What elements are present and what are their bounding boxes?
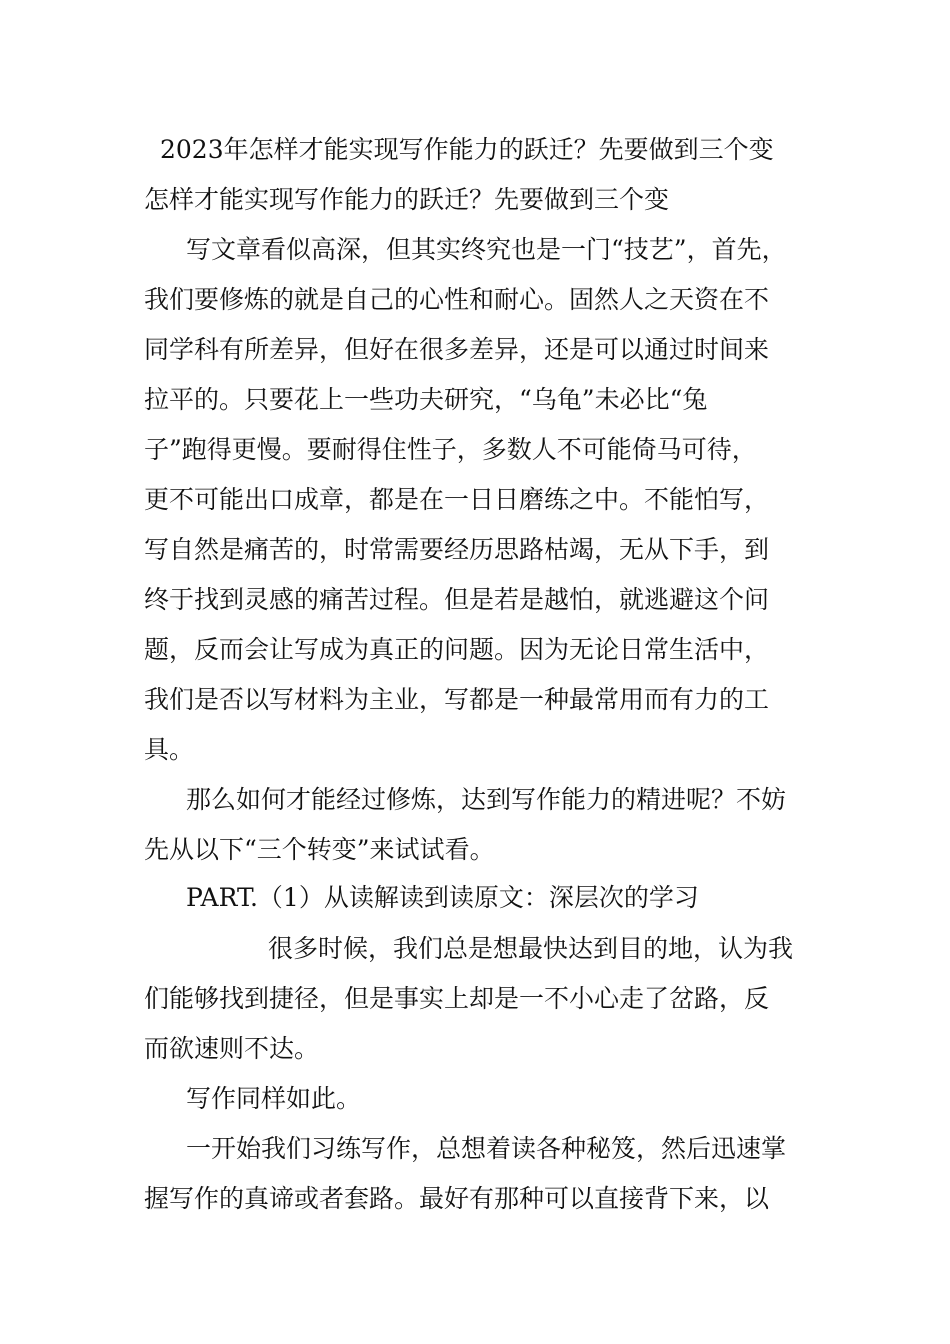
- paragraph-line: 写文章看似高深，但其实终究也是一门“技艺”，首先，: [186, 235, 787, 264]
- paragraph-line: 拉平的。只要花上一些功夫研究，“乌龟”未必比“兔: [144, 385, 708, 414]
- paragraph-line: 子”跑得更慢。要耐得住性子，多数人不可能倚马可待，: [144, 435, 757, 464]
- paragraph-line: 先从以下“三个转变”来试试看。: [144, 835, 495, 864]
- paragraph-line: 同学科有所差异，但好在很多差异，还是可以通过时间来: [144, 335, 770, 364]
- paragraph-line: 写作同样如此。: [186, 1084, 362, 1113]
- paragraph-line: 具。: [144, 735, 195, 764]
- paragraph-line: 很多时候，我们总是想最快达到目的地，认为我: [268, 934, 794, 963]
- paragraph-line: 而欲速则不达。: [144, 1034, 320, 1063]
- paragraph-line: 那么如何才能经过修炼，达到写作能力的精进呢？不妨: [186, 785, 787, 814]
- paragraph-line: 们能够找到捷径，但是事实上却是一不小心走了岔路，反: [144, 984, 770, 1013]
- paragraph-line: 握写作的真谛或者套路。最好有那种可以直接背下来，以: [144, 1184, 770, 1213]
- paragraph-line: 更不可能出口成章，都是在一日日磨练之中。不能怕写，: [144, 485, 770, 514]
- paragraph-line: 写自然是痛苦的，时常需要经历思路枯竭，无从下手，到: [144, 535, 770, 564]
- paragraph-line: 题，反而会让写成为真正的问题。因为无论日常生活中，: [144, 635, 770, 664]
- section-heading-line: PART.（1）从读解读到读原文：深层次的学习: [186, 883, 699, 912]
- paragraph-line: 我们要修炼的就是自己的心性和耐心。固然人之天资在不: [144, 285, 770, 314]
- paragraph-line: 一开始我们习练写作，总想着读各种秘笈，然后迅速掌: [186, 1134, 787, 1163]
- document-subtitle-line: 怎样才能实现写作能力的跃迁？先要做到三个变: [144, 185, 670, 214]
- document-title-line: 2023年怎样才能实现写作能力的跃迁？先要做到三个变: [160, 135, 774, 164]
- paragraph-line: 终于找到灵感的痛苦过程。但是若是越怕，就逃避这个问: [144, 585, 770, 614]
- paragraph-line: 我们是否以写材料为主业，写都是一种最常用而有力的工: [144, 685, 770, 714]
